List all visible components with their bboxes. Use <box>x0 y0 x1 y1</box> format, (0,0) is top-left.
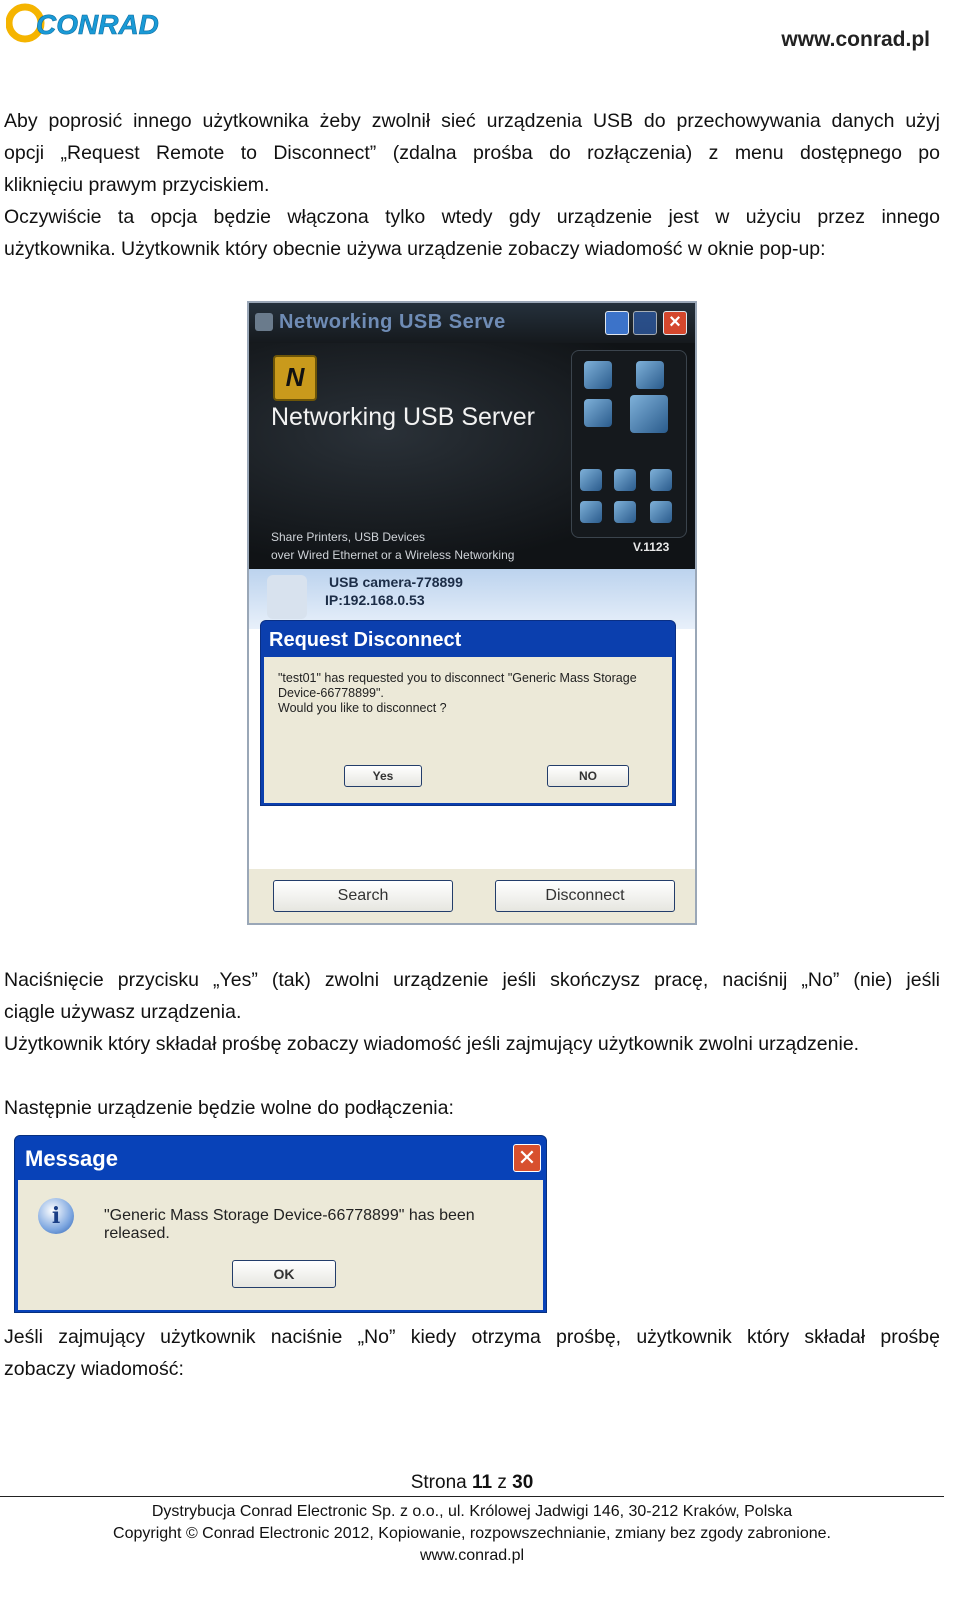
device-icon <box>584 361 612 389</box>
version-label: V.1123 <box>633 540 670 554</box>
monitor-icon <box>650 469 672 491</box>
close-icon[interactable]: ✕ <box>513 1144 541 1172</box>
brand-wordmark: CONRAD <box>36 9 159 40</box>
page-number <box>0 1472 944 1494</box>
page-separator: z <box>497 1472 507 1493</box>
message-text: "Generic Mass Storage Device-66778899" has been released. <box>104 1207 475 1242</box>
message-title: Message <box>25 1146 118 1171</box>
usb-server-window-screenshot <box>247 301 697 925</box>
footer-website[interactable]: www.conrad.pl <box>419 1547 525 1564</box>
close-button[interactable]: × <box>663 311 687 335</box>
app-tagline <box>271 528 514 564</box>
header-website: www.conrad.pl <box>781 28 930 51</box>
app-name: Networking USB Server <box>271 403 535 431</box>
dialog-title: Request Disconnect <box>269 629 462 651</box>
paragraph-1-line-3: kliknięciu prawym przyciskiem. <box>4 174 270 196</box>
disconnect-button[interactable]: Disconnect <box>495 880 675 912</box>
dialog-message <box>278 671 638 716</box>
dialog-message-line-2: Device-66778899". <box>278 686 384 700</box>
device-name: USB camera-778899 <box>329 574 463 590</box>
window-title: Networking USB Serve <box>279 311 506 333</box>
paragraph-1-line-2: opcji „Request Remote to Disconnect” (zdalna prośba do rozłączenia) z menu dostępnego po <box>4 142 940 164</box>
usb-device-icon <box>267 575 307 619</box>
dialog-message-line-1: "test01" has requested you to disconnect "Generic Mass Storage <box>278 671 637 685</box>
ok-button[interactable]: OK <box>232 1260 336 1288</box>
device-ip: IP:192.168.0.53 <box>325 592 425 608</box>
page-current: 11 <box>471 1472 493 1493</box>
app-small-icon <box>255 313 273 331</box>
paragraph-2-line-1: Oczywiście ta opcja będzie włączona tylko wtedy gdy urządzenie jest w użyciu przez innego <box>4 206 940 228</box>
paragraph-4: Użytkownik który składał prośbę zobaczy wiadomość jeśli zajmujący użytkownik zwolni urządzenie. <box>4 1033 860 1055</box>
network-icon <box>630 395 668 433</box>
cable-icon <box>580 501 602 523</box>
feature-icon-panel <box>571 350 687 538</box>
tagline-line-2: over Wired Ethernet or a Wireless Networking <box>271 548 515 562</box>
footer-divider <box>0 1496 944 1497</box>
yes-button[interactable]: Yes <box>344 765 422 787</box>
paragraph-2-line-2: użytkownika. Użytkownik który obecnie używa urządzenie zobaczy wiadomość w oknie pop-up: <box>4 238 826 260</box>
page-prefix: Strona <box>410 1472 467 1493</box>
window-titlebar <box>249 303 695 343</box>
paragraph-3-line-1: Naciśnięcie przycisku „Yes” (tak) zwolni urządzenie jeśli skończysz pracę, naciśnij „No” (nie) jeśli <box>4 969 940 991</box>
storage-icon <box>580 469 602 491</box>
paragraph-6-line-2: zobaczy wiadomość: <box>4 1358 184 1380</box>
drive-icon <box>650 501 672 523</box>
search-button[interactable]: Search <box>273 880 453 912</box>
paragraph-3-line-2: ciągle używasz urządzenia. <box>4 1001 242 1023</box>
tagline-line-1: Share Printers, USB Devices <box>271 530 426 544</box>
paragraph-6-line-1: Jeśli zajmujący użytkownik naciśnie „No” kiedy otrzyma prośbę, użytkownik który składał prośbę <box>4 1326 940 1348</box>
footer-address: Dystrybucja Conrad Electronic Sp. z o.o., ul. Królowej Jadwigi 146, 30-212 Kraków, Polska <box>151 1503 793 1520</box>
message-body <box>18 1180 543 1310</box>
paragraph-1-line-1: Aby poprosić innego użytkownika żeby zwolnił sieć urządzenia USB do przechowywania danych użyj <box>4 110 940 132</box>
no-button[interactable]: NO <box>547 765 629 787</box>
conrad-logo <box>6 2 166 44</box>
dialog-body <box>264 657 672 803</box>
message-dialog-screenshot <box>14 1135 547 1313</box>
footer-copyright: Copyright © Conrad Electronic 2012, Kopiowanie, rozpowszechnianie, zmiany bez zgody zabronione. <box>113 1525 831 1542</box>
info-icon: i <box>38 1198 74 1234</box>
maximize-button[interactable] <box>633 311 657 335</box>
dialog-message-line-3: Would you like to disconnect ? <box>278 701 447 715</box>
minimize-button[interactable] <box>605 311 629 335</box>
scanner-icon <box>584 399 612 427</box>
window-footer <box>249 869 695 923</box>
page-total: 30 <box>512 1472 534 1493</box>
request-disconnect-dialog <box>260 620 676 806</box>
laptop-icon <box>636 361 664 389</box>
usb-stick-icon <box>614 501 636 523</box>
paragraph-5: Następnie urządzenie będzie wolne do podłączenia: <box>4 1097 454 1119</box>
bluetooth-icon <box>614 469 636 491</box>
app-logo-icon: N <box>273 355 317 401</box>
